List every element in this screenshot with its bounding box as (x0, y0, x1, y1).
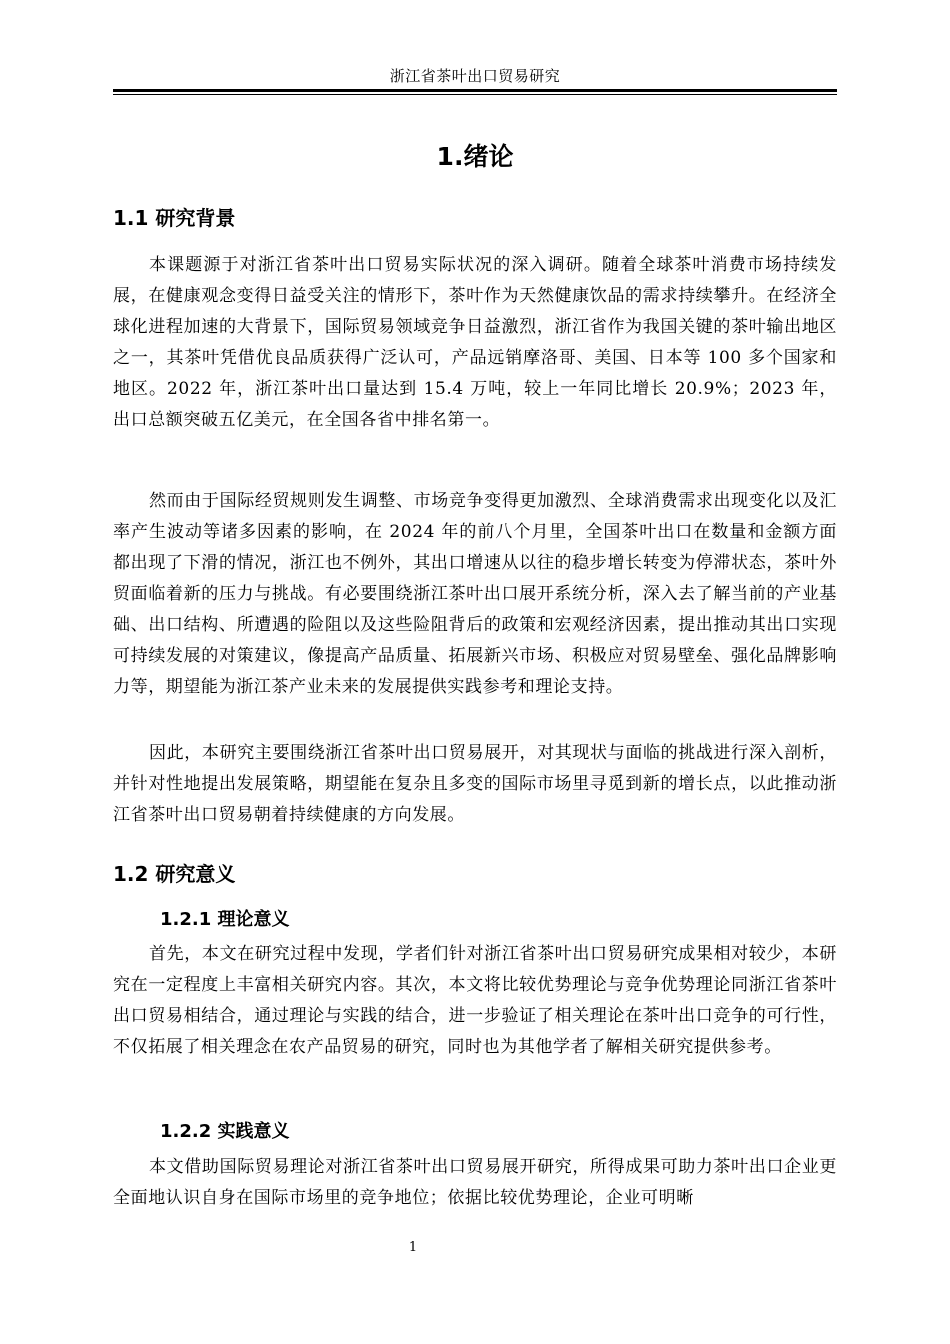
paragraph-background-1: 本课题源于对浙江省茶叶出口贸易实际状况的深入调研。随着全球茶叶消费市场持续发展，在健康观念变得日益受关注的情形下，茶叶作为天然健康饮品的需求持续攀升。在经济全球化进程加速的大背景下，国际贸易领域竞争日益激烈，浙江省作为我国关键的茶叶输出地区之一，其茶叶凭借优良品质获得广泛认可，产品远销摩洛哥、美国、日本等 100 多个国家和地区。2022 年，浙江茶叶出口量达到 15.4 万吨，较上一年同比增长 20.9%；2023 年，出口总额突破五亿美元，在全国各省中排名第一。 (113, 255, 837, 430)
page-number: 1 (408, 1240, 418, 1255)
chapter-title: 1.绪论 (436, 142, 514, 171)
paragraph-practical: 本文借助国际贸易理论对浙江省茶叶出口贸易展开研究，所得成果可助力茶叶出口企业更全面地认识自身在国际市场里的竞争地位；依据比较优势理论，企业可明晰 (113, 1157, 837, 1208)
section-heading-background: 1.1 研究背景 (113, 206, 236, 230)
subsection-heading-practical: 1.2.2 实践意义 (160, 1121, 290, 1142)
running-header: 浙江省茶叶出口贸易研究 (389, 67, 561, 85)
header-rule-thin (113, 94, 837, 95)
paragraph-theoretical: 首先，本文在研究过程中发现，学者们针对浙江省茶叶出口贸易研究成果相对较少，本研究在一定程度上丰富相关研究内容。其次，本文将比较优势理论与竞争优势理论同浙江省茶叶出口贸易相结合，通过理论与实践的结合，进一步验证了相关理论在茶叶出口竞争的可行性，不仅拓展了相关理念在农产品贸易的研究，同时也为其他学者了解相关研究提供参考。 (113, 944, 837, 1057)
header-rule-thick (113, 89, 837, 92)
paragraph-background-2: 然而由于国际经贸规则发生调整、市场竞争变得更加激烈、全球消费需求出现变化以及汇率产生波动等诸多因素的影响，在 2024 年的前八个月里，全国茶叶出口在数量和金额方面都出现了下滑的情况，浙江也不例外，其出口增速从以往的稳步增长转变为停滞状态，茶叶外贸面临着新的压力与挑战。有必要围绕浙江茶叶出口展开系统分析，深入去了解当前的产业基础、出口结构、所遭遇的险阻以及这些险阻背后的政策和宏观经济因素，提出推动其出口实现可持续发展的对策建议，像提高产品质量、拓展新兴市场、积极应对贸易壁垒、强化品牌影响力等，期望能为浙江茶产业未来的发展提供实践参考和理论支持。 (113, 491, 837, 697)
paragraph-background-3: 因此，本研究主要围绕浙江省茶叶出口贸易展开，对其现状与面临的挑战进行深入剖析，并针对性地提出发展策略，期望能在复杂且多变的国际市场里寻觅到新的增长点，以此推动浙江省茶叶出口贸易朝着持续健康的方向发展。 (113, 743, 837, 825)
section-heading-significance: 1.2 研究意义 (113, 862, 236, 886)
subsection-heading-theoretical: 1.2.1 理论意义 (160, 909, 290, 930)
